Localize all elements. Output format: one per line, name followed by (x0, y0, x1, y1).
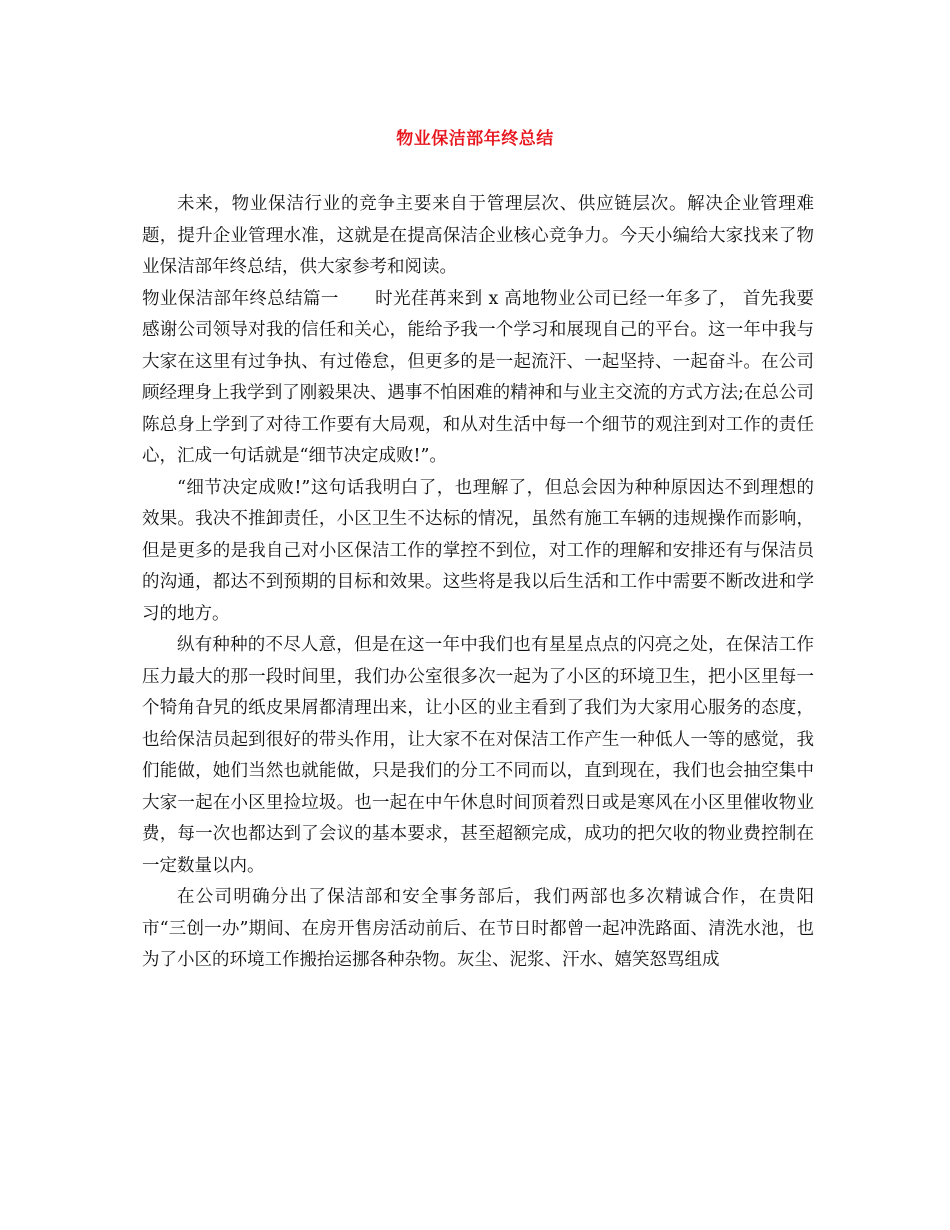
paragraph-intro: 未来，物业保洁行业的竞争主要来自于管理层次、供应链层次。解决企业管理难题，提升企业管理水准，这就是在提高保洁企业核心竞争力。今天小编给大家找来了物业保洁部年终总结，供大家参考和阅读。 (142, 194, 814, 277)
document-body (142, 189, 814, 977)
paragraph-3: 纵有种种的不尽人意，但是在这一年中我们也有星星点点的闪亮之处，在保洁工作压力最大的那一段时间里，我们办公室很多次一起为了小区的环境卫生，把小区里每一个犄角旮旯的纸皮果屑都清理出来，让小区的业主看到了我们为大家用心服务的态度，也给保洁员起到很好的带头作用，让大家不在对保洁工作产生一种低人一等的感觉，我们能做，她们当然也就能做，只是我们的分工不同而以，直到现在，我们也会抽空集中大家一起在小区里捡垃圾。也一起在中午休息时间顶着烈日或是寒风在小区里催收物业费，每一次也都达到了会议的基本要求，甚至超额完成，成功的把欠收的物业费控制在一定数量以内。 (142, 635, 814, 876)
paragraph-1: 时光荏苒来到 x 高地物业公司已经一年多了， 首先我要感谢公司领导对我的信任和关心，能给予我一个学习和展现自己的平台。这一年中我与大家在这里有过争执、有过倦怠，但更多的是一起流汗、一起坚持、一起奋斗。在公司顾经理身上我学到了刚毅果决、遇事不怕困难的精神和与业主交流的方式方法;在总公司陈总身上学到了对待工作要有大局观，和从对生活中每一个细节的观注到对工作的责任心，汇成一句话就是“细节决定成败!”。 (142, 288, 814, 466)
paragraph-4: 在公司明确分出了保洁部和安全事务部后，我们两部也多次精诚合作，在贵阳市“三创一办”期间、在房开售房活动前后、在节日时都曾一起冲洗路面、清洗水池，也为了小区的环境工作搬抬运挪各种杂物。灰尘、泥浆、汗水、嬉笑怒骂组成 (142, 887, 814, 970)
paragraph-2: “细节决定成败!”这句话我明白了，也理解了，但总会因为种种原因达不到理想的效果。我决不推卸责任，小区卫生不达标的情况，虽然有施工车辆的违规操作而影响，但是更多的是我自己对小区保洁工作的掌控不到位，对工作的理解和安排还有与保洁员的沟通，都达不到预期的目标和效果。这些将是我以后生活和工作中需要不断改进和学习的地方。 (142, 477, 814, 624)
document-title: 物业保洁部年终总结 (396, 129, 554, 149)
section-heading: 物业保洁部年终总结篇一 (142, 288, 339, 309)
paragraph-section-1 (142, 284, 814, 473)
